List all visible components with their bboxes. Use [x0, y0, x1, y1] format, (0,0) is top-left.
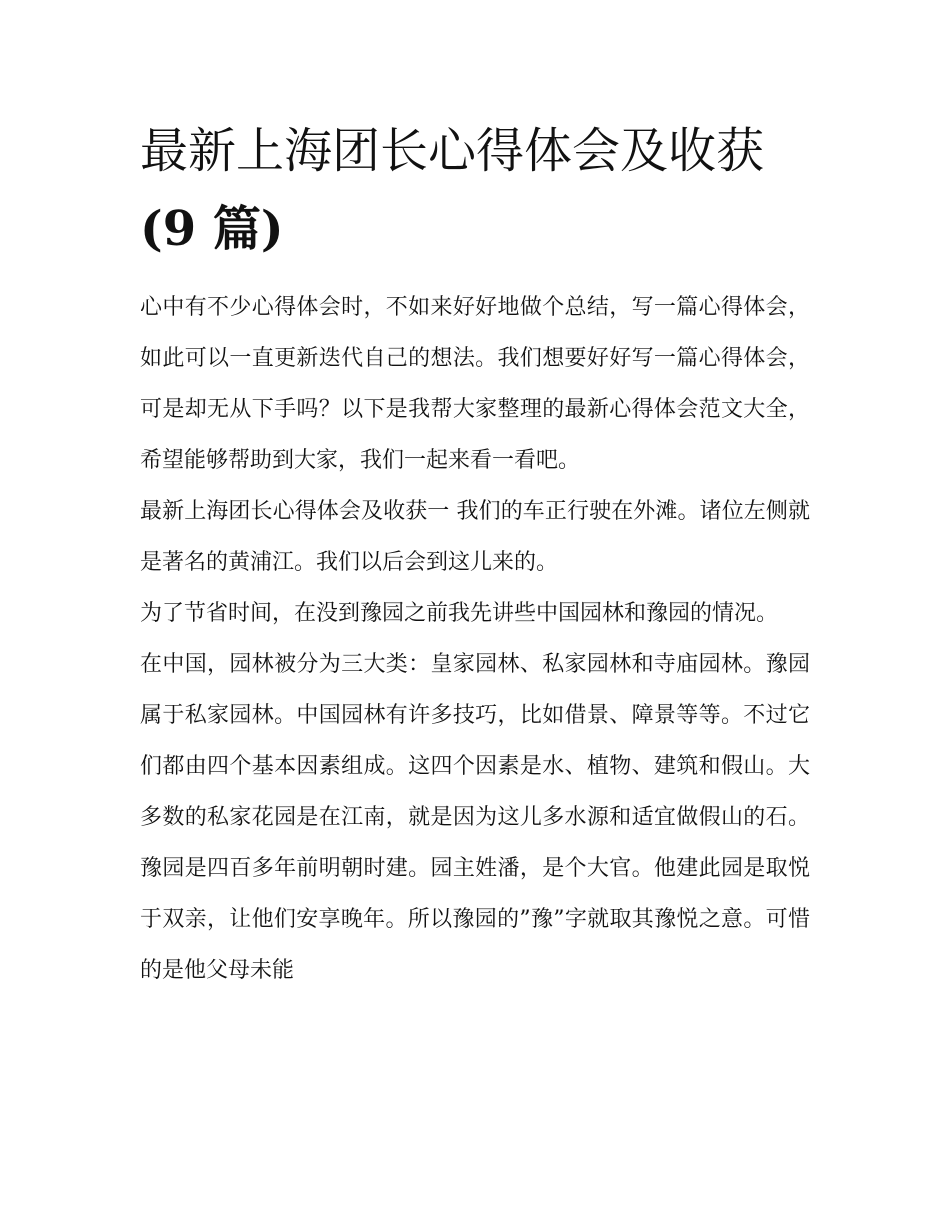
paragraph-1: 最新上海团长心得体会及收获一 我们的车正行驶在外滩。诸位左侧就是著名的黄浦江。我们以后会到这儿来的。	[140, 499, 810, 575]
paragraph-2: 为了节省时间，在没到豫园之前我先讲些中国园林和豫园的情况。	[140, 601, 779, 626]
title-line-1: 最新上海团长心得体会及收获	[140, 123, 765, 179]
paragraph-intro: 心中有不少心得体会时，不如来好好地做个总结，写一篇心得体会，如此可以一直更新迭代自己的想法。我们想要好好写一篇心得体会，可是却无从下手吗？以下是我帮大家整理的最新心得体会范文大全，希望能够帮助到大家，我们一起来看一看吧。	[140, 295, 810, 473]
paragraph-3: 在中国，园林被分为三大类：皇家园林、私家园林和寺庙园林。豫园属于私家园林。中国园林有许多技巧，比如借景、障景等等。不过它们都由四个基本因素组成。这四个因素是水、植物、建筑和假山。大多数的私家花园是在江南，就是因为这儿多水源和适宜做假山的石。豫园是四百多年前明朝时建。园主姓潘，是个大官。他建此园是取悦于双亲，让他们安享晚年。所以豫园的”豫”字就取其豫悦之意。可惜的是他父母未能	[140, 652, 810, 983]
document-body	[140, 282, 810, 996]
document-title	[140, 112, 810, 268]
title-line-2: (9 篇)	[140, 201, 284, 257]
document-page	[140, 112, 810, 996]
